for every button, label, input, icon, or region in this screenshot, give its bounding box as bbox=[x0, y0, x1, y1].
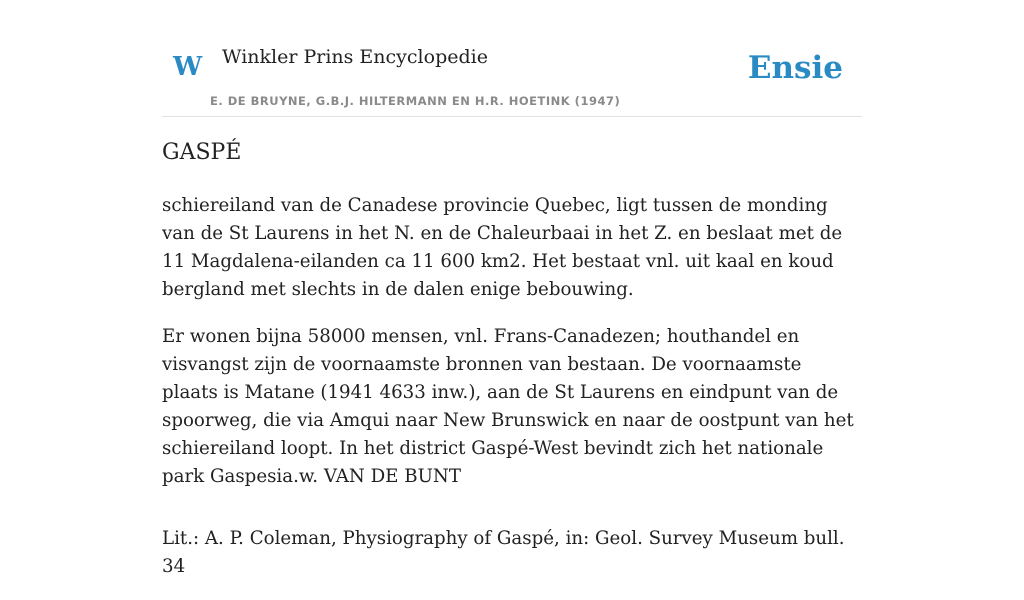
article-body bbox=[162, 192, 862, 600]
wp-logo[interactable]: W bbox=[173, 52, 203, 82]
publication-title[interactable]: Winkler Prins Encyclopedie bbox=[222, 46, 488, 68]
site-header bbox=[162, 0, 862, 117]
article-paragraph: schiereiland van de Canadese provincie Quebec, ligt tussen de monding van de St Laurens in het N. en de Chaleurbaai in het Z. en beslaat met de 11 Magdalena-eilanden ca 11 600 km2. Het bestaat vnl. uit kaal en koud bergland met slechts in de dalen enige bebouwing. bbox=[162, 195, 843, 300]
literature-reference: Lit.: A. P. Coleman, Physiography of Gaspé, in: Geol. Survey Museum bull. 34 bbox=[162, 528, 845, 577]
article-paragraph: Er wonen bijna 58000 mensen, vnl. Frans-Canadezen; houthandel en visvangst zijn de voornaamste bronnen van bestaan. De voornaamste plaats is Matane (1941 4633 inw.), aan de St Laurens en eindpunt van de spoorweg, die via Amqui naar New Brunswick en naar de oostpunt van het schiereiland loopt. In het district Gaspé-West bevindt zich het nationale park Gaspesia.w. VAN DE BUNT bbox=[162, 326, 854, 487]
article-title: GASPÉ bbox=[162, 140, 242, 165]
authors-line: E. DE BRUYNE, G.B.J. HILTERMANN EN H.R. HOETINK (1947) bbox=[210, 94, 621, 108]
ensie-logo[interactable]: Ensie bbox=[747, 50, 843, 86]
